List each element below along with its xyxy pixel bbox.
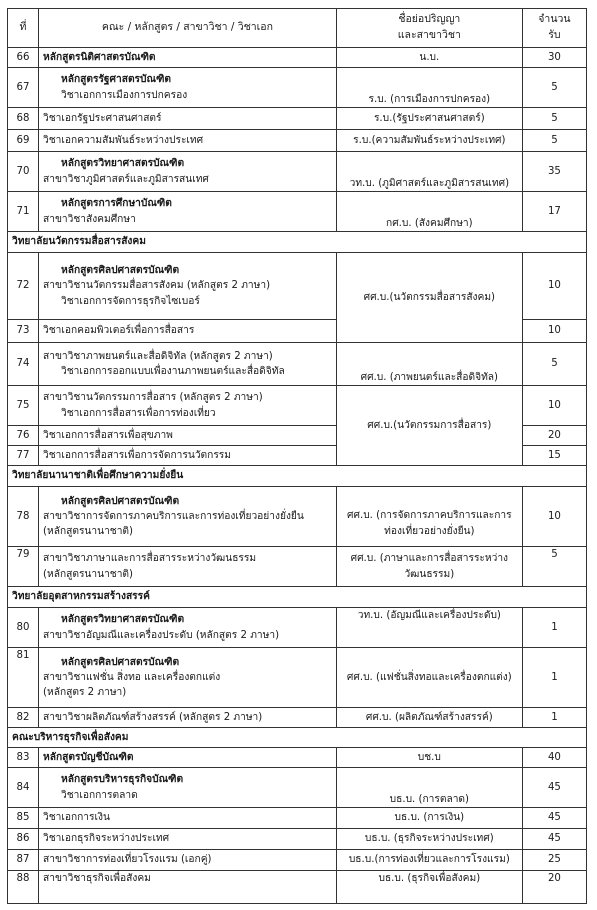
curriculum-heading: หลักสูตรบริหารธุรกิจบัณฑิต xyxy=(61,774,184,786)
curriculum-heading: หลักสูตรศิลปศาสตรบัณฑิต xyxy=(61,656,180,668)
program-name: วิชาเอกการเงิน xyxy=(39,808,337,829)
table-row xyxy=(8,130,587,152)
table-header xyxy=(8,9,587,48)
seat-count: 17 xyxy=(522,192,586,232)
table-row xyxy=(8,108,587,130)
row-number: 69 xyxy=(8,130,39,152)
seat-count: 40 xyxy=(522,748,586,768)
table-row xyxy=(8,708,587,728)
row-number: 70 xyxy=(8,152,39,192)
program-name: สาขาวิชาภูมิศาสตร์และภูมิสารสนเทศ xyxy=(43,173,209,185)
program-name: สาขาวิชาการท่องเที่ยวโรงแรม (เอกคู่) xyxy=(39,850,337,871)
program-name-note: (หลักสูตรนานาชาติ) xyxy=(43,526,134,538)
seat-count: 5 xyxy=(522,130,586,152)
program-name: สาขาวิชาสังคมศึกษา xyxy=(43,213,136,225)
program-name: สาขาวิชาการจัดการภาคบริการและการท่องเที่ยวอย่างยั่งยืน xyxy=(43,510,304,522)
program-name: วิชาเอกการสื่อสารเพื่อการจัดการนวัตกรรม xyxy=(39,446,337,466)
program-name: วิชาเอกการตลาด xyxy=(61,789,138,801)
row-number: 76 xyxy=(8,426,39,446)
faculty-row xyxy=(8,587,587,608)
header-seats-line1: จำนวน xyxy=(538,13,571,26)
row-number: 74 xyxy=(8,343,39,386)
seat-count: 1 xyxy=(522,608,586,648)
curriculum-heading: หลักสูตรรัฐศาสตรบัณฑิต xyxy=(61,74,172,86)
seat-count: 45 xyxy=(522,808,586,829)
program-name: วิชาเอกรัฐประศาสนศาสตร์ xyxy=(39,108,337,130)
table-row xyxy=(8,608,587,648)
seat-count: 35 xyxy=(522,152,586,192)
program-name: วิชาเอกการออกแบบเพื่องานภาพยนตร์และสื่อดิจิทัล xyxy=(61,366,285,377)
major-name: สาขาวิชานวัตกรรมสื่อสารสังคม (หลักสูตร 2 ภาษา) xyxy=(43,280,271,292)
table-row xyxy=(8,386,587,426)
degree-abbr: น.บ. xyxy=(336,48,522,68)
seat-count: 45 xyxy=(522,768,586,808)
degree-abbr: ศศ.บ. (ผลิตภัณฑ์สร้างสรรค์) xyxy=(336,708,522,728)
program-cell xyxy=(39,608,337,648)
seat-count: 10 xyxy=(522,487,586,547)
degree-abbr: บธ.บ. (ธุรกิจระหว่างประเทศ) xyxy=(336,829,522,850)
row-number: 85 xyxy=(8,808,39,829)
program-name: วิชาเอกความสัมพันธ์ระหว่างประเทศ xyxy=(39,130,337,152)
degree-abbr: บธ.บ. (การเงิน) xyxy=(336,808,522,829)
program-name: สาขาวิชาอัญมณีและเครื่องประดับ (หลักสูตร 2 ภาษา) xyxy=(43,629,280,641)
program-name: วิชาเอกธุรกิจระหว่างประเทศ xyxy=(39,829,337,850)
curriculum-heading: หลักสูตรศิลปศาสตรบัณฑิต xyxy=(61,495,180,507)
degree-abbr-cont: วัฒนธรรม) xyxy=(404,568,455,580)
curriculum-heading: หลักสูตรวิทยาศาสตรบัณฑิต xyxy=(61,614,185,626)
faculty-row xyxy=(8,466,587,487)
faculty-row xyxy=(8,232,587,253)
row-number: 82 xyxy=(8,708,39,728)
degree-abbr: ร.บ. (การเมืองการปกครอง) xyxy=(336,68,522,108)
program-name: วิชาเอกการเมืองการปกครอง xyxy=(61,89,188,101)
row-number: 80 xyxy=(8,608,39,648)
degree-abbr: ศศ.บ. (ภาพยนตร์และสื่อดิจิทัล) xyxy=(336,343,522,386)
header-degree-line2: และสาขาวิชา xyxy=(397,29,461,41)
program-cell xyxy=(39,152,337,192)
seat-count: 5 xyxy=(522,68,586,108)
degree-abbr: ร.บ.(รัฐประศาสนศาสตร์) xyxy=(336,108,522,130)
row-number: 83 xyxy=(8,748,39,768)
program-cell xyxy=(39,768,337,808)
row-number: 66 xyxy=(8,48,39,68)
header-degree-line1: ชื่อย่อปริญญา xyxy=(398,13,461,26)
program-cell xyxy=(39,343,337,386)
table-row xyxy=(8,829,587,850)
row-number: 84 xyxy=(8,768,39,808)
program-name: สาขาวิชาผลิตภัณฑ์สร้างสรรค์ (หลักสูตร 2 ภาษา) xyxy=(39,708,337,728)
table-row xyxy=(8,253,587,320)
seat-count: 1 xyxy=(522,708,586,728)
row-number: 78 xyxy=(8,487,39,547)
degree-abbr: บช.บ xyxy=(336,748,522,768)
degree-cell xyxy=(336,547,522,587)
program-name: วิชาเอกการสื่อสารเพื่อสุขภาพ xyxy=(39,426,337,446)
program-name: วิชาเอกการสื่อสารเพื่อการท่องเที่ยว xyxy=(61,407,216,419)
header-degree xyxy=(336,9,522,48)
curriculum-heading: หลักสูตรศิลปศาสตรบัณฑิต xyxy=(61,265,180,277)
degree-abbr: บธ.บ. (การตลาด) xyxy=(336,768,522,808)
table-row xyxy=(8,68,587,108)
table-row xyxy=(8,48,587,68)
degree-abbr: วท.บ. (อัญมณีและเครื่องประดับ) xyxy=(336,608,522,648)
table-row xyxy=(8,192,587,232)
faculty-name: วิทยาลัยอุตสาหกรรมสร้างสรรค์ xyxy=(8,587,587,608)
program-cell xyxy=(39,648,337,708)
degree-abbr: ร.บ.(ความสัมพันธ์ระหว่างประเทศ) xyxy=(336,130,522,152)
row-number: 81 xyxy=(8,648,39,708)
row-number: 73 xyxy=(8,320,39,343)
curriculum-heading: หลักสูตรวิทยาศาสตรบัณฑิต xyxy=(61,158,185,170)
seat-count: 20 xyxy=(522,871,586,904)
row-number: 68 xyxy=(8,108,39,130)
table-row xyxy=(8,487,587,547)
program-name-note: (หลักสูตร 2 ภาษา) xyxy=(43,687,127,699)
seat-count: 5 xyxy=(522,547,586,587)
program-name-note: (หลักสูตรนานาชาติ) xyxy=(43,568,134,580)
program-name: สาขาวิชาแฟชั่น สิ่งทอ และเครื่องตกแต่ง xyxy=(43,671,221,683)
table-row xyxy=(8,850,587,871)
header-seats xyxy=(522,9,586,48)
row-number: 79 xyxy=(8,547,39,587)
table-row xyxy=(8,547,587,587)
row-number: 75 xyxy=(8,386,39,426)
curriculum-heading: หลักสูตรการศึกษาบัณฑิต xyxy=(61,198,172,210)
seat-count: 5 xyxy=(522,108,586,130)
seat-count: 25 xyxy=(522,850,586,871)
degree-abbr-cont: ท่องเที่ยวอย่างยั่งยืน) xyxy=(384,525,475,537)
program-cell xyxy=(39,68,337,108)
faculty-row xyxy=(8,728,587,748)
table-row xyxy=(8,648,587,708)
faculty-name: วิทยาลัยนวัตกรรมสื่อสารสังคม xyxy=(8,232,587,253)
row-number: 71 xyxy=(8,192,39,232)
degree-abbr: บธ.บ. (ธุรกิจเพื่อสังคม) xyxy=(336,871,522,904)
seat-count: 15 xyxy=(522,446,586,466)
program-cell xyxy=(39,386,337,426)
faculty-name: คณะบริหารธุรกิจเพื่อสังคม xyxy=(8,728,587,748)
header-name: คณะ / หลักสูตร / สาขาวิชา / วิชาเอก xyxy=(39,9,337,48)
row-number: 88 xyxy=(8,871,39,904)
row-number: 87 xyxy=(8,850,39,871)
degree-abbr: ศศ.บ. (แฟชั่นสิ่งทอและเครื่องตกแต่ง) xyxy=(336,648,522,708)
degree-abbr: ศศ.บ. (การจัดการภาคบริการและการ xyxy=(347,510,512,522)
admission-table xyxy=(7,8,587,904)
row-number: 86 xyxy=(8,829,39,850)
program-cell xyxy=(39,487,337,547)
program-name: วิชาเอกการจัดการธุรกิจไซเบอร์ xyxy=(61,295,200,307)
degree-abbr: ศศ.บ.(นวัตกรรมสื่อสารสังคม) xyxy=(336,253,522,343)
degree-abbr: ศศ.บ.(นวัตกรรมการสื่อสาร) xyxy=(336,386,522,466)
program-cell xyxy=(39,253,337,320)
program-name: หลักสูตรนิติศาสตรบัณฑิต xyxy=(39,48,337,68)
seat-count: 45 xyxy=(522,829,586,850)
degree-abbr: วท.บ. (ภูมิศาสตร์และภูมิสารสนเทศ) xyxy=(336,152,522,192)
degree-abbr: ศศ.บ. (ภาษาและการสื่อสารระหว่าง xyxy=(350,553,509,565)
seat-count: 1 xyxy=(522,648,586,708)
seat-count: 10 xyxy=(522,386,586,426)
table-row xyxy=(8,808,587,829)
table-row xyxy=(8,152,587,192)
row-number: 72 xyxy=(8,253,39,320)
seat-count: 10 xyxy=(522,320,586,343)
program-name: สาขาวิชาธุรกิจเพื่อสังคม xyxy=(39,871,337,904)
faculty-name: วิทยาลัยนานาชาติเพื่อศึกษาความยั่งยืน xyxy=(8,466,587,487)
table-row xyxy=(8,343,587,386)
degree-abbr: บธ.บ.(การท่องเที่ยวและการโรงแรม) xyxy=(336,850,522,871)
table-row xyxy=(8,871,587,904)
program-name: วิชาเอกคอมพิวเตอร์เพื่อการสื่อสาร xyxy=(39,320,337,343)
header-no: ที่ xyxy=(8,9,39,48)
program-name: สาขาวิชาภาษาและการสื่อสารระหว่างวัฒนธรรม xyxy=(43,553,257,565)
header-seats-line2: รับ xyxy=(548,29,561,41)
degree-cell xyxy=(336,487,522,547)
program-name: หลักสูตรบัญชีบัณฑิต xyxy=(39,748,337,768)
degree-abbr: กศ.บ. (สังคมศึกษา) xyxy=(336,192,522,232)
table-row xyxy=(8,768,587,808)
seat-count: 10 xyxy=(522,253,586,320)
seat-count: 20 xyxy=(522,426,586,446)
seat-count: 5 xyxy=(522,343,586,386)
program-cell xyxy=(39,192,337,232)
row-number: 77 xyxy=(8,446,39,466)
seat-count: 30 xyxy=(522,48,586,68)
major-name: สาขาวิชาภาพยนตร์และสื่อดิจิทัล (หลักสูตร 2 ภาษา) xyxy=(43,350,273,362)
major-name: สาขาวิชานวัตกรรมการสื่อสาร (หลักสูตร 2 ภาษา) xyxy=(43,392,263,404)
program-cell xyxy=(39,547,337,587)
row-number: 67 xyxy=(8,68,39,108)
table-row xyxy=(8,748,587,768)
